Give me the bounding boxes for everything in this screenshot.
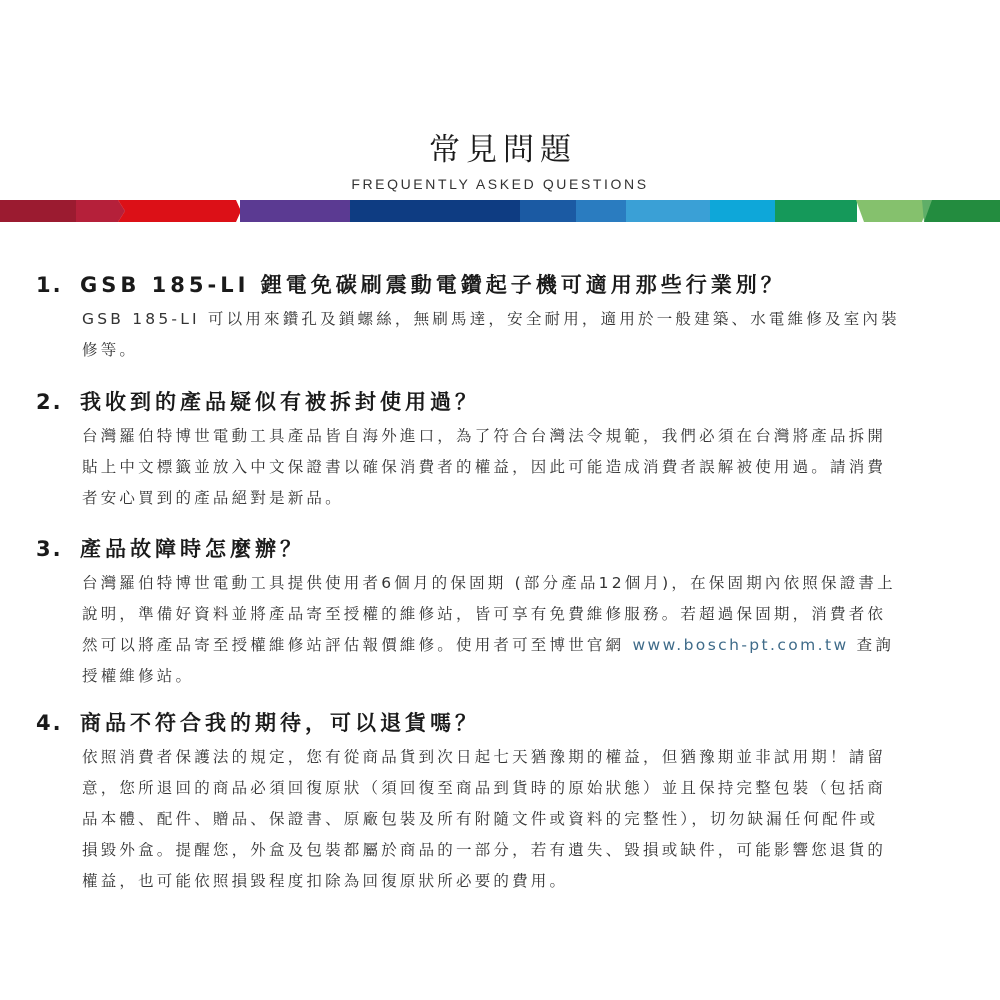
answer-line: GSB 185-LI 可以用來鑽孔及鎖螺絲，無刷馬達，安全耐用，適用於一般建築、水電維修及室內裝 bbox=[82, 310, 900, 328]
colorbar-segment bbox=[240, 200, 350, 222]
answer-line: 品本體、配件、贈品、保證書、原廠包裝及所有附隨文件或資料的完整性），切勿缺漏任何配件或 bbox=[82, 810, 879, 828]
answer-line: 意，您所退回的商品必須回復原狀（須回復至商品到貨時的原始狀態）並且保持完整包裝（包括商 bbox=[82, 779, 887, 797]
faq-question-text: 商品不符合我的期待，可以退貨嗎？ bbox=[80, 711, 480, 735]
faq-question bbox=[36, 708, 976, 738]
faq-answer bbox=[82, 421, 972, 514]
faq-number: 1. bbox=[36, 273, 63, 297]
colorbar-segment bbox=[118, 200, 241, 222]
colorbar-segment bbox=[76, 200, 125, 222]
faq-question bbox=[36, 387, 976, 417]
faq-question bbox=[36, 534, 976, 564]
answer-line: 權益，也可能依照損毀程度扣除為回復原狀所必要的費用。 bbox=[82, 872, 569, 890]
brand-color-bar bbox=[0, 200, 1000, 222]
answer-line: 修等。 bbox=[82, 341, 139, 359]
faq-question-text: GSB 185-LI 鋰電免碳刷震動電鑽起子機可適用那些行業別？ bbox=[80, 273, 786, 297]
colorbar-segment bbox=[520, 200, 576, 222]
faq-number: 3. bbox=[36, 537, 63, 561]
faq-number: 2. bbox=[36, 390, 63, 414]
faq-item-3 bbox=[36, 534, 976, 692]
answer-line: 說明，準備好資料並將產品寄至授權的維修站，皆可享有免費維修服務。若超過保固期，消費者依 bbox=[82, 605, 887, 623]
faq-item-4 bbox=[36, 708, 976, 897]
faq-question bbox=[36, 270, 976, 300]
page-title: 常見問題 bbox=[429, 132, 577, 168]
answer-line-text: 然可以將產品寄至授權維修站評估報價維修。使用者可至博世官網 bbox=[82, 636, 633, 654]
faq-number: 4. bbox=[36, 711, 63, 735]
colorbar-segment bbox=[0, 200, 76, 222]
faq-item-2 bbox=[36, 387, 976, 514]
faq-answer bbox=[82, 742, 972, 897]
answer-line: 貼上中文標籤並放入中文保證書以確保消費者的權益，因此可能造成消費者誤解被使用過。請消費 bbox=[82, 458, 887, 476]
answer-line: 損毀外盒。提醒您，外盒及包裝都屬於商品的一部分，若有遺失、毀損或缺件，可能影響您退貨的 bbox=[82, 841, 887, 859]
bosch-website-link[interactable]: www.bosch-pt.com.tw bbox=[632, 636, 849, 654]
answer-line: 台灣羅伯特博世電動工具產品皆自海外進口，為了符合台灣法令規範，我們必須在台灣將產品拆開 bbox=[82, 427, 887, 445]
colorbar-segment bbox=[350, 200, 522, 222]
answer-line: 依照消費者保護法的規定，您有從商品貨到次日起七天猶豫期的權益，但猶豫期並非試用期！請留 bbox=[82, 748, 887, 766]
colorbar-segment bbox=[710, 200, 776, 222]
colorbar-segment bbox=[576, 200, 626, 222]
answer-line: 者安心買到的產品絕對是新品。 bbox=[82, 489, 344, 507]
faq-answer bbox=[82, 568, 972, 692]
colorbar-segment bbox=[856, 200, 930, 222]
colorbar-segment bbox=[922, 200, 1000, 222]
answer-line-suffix: 查詢 bbox=[848, 636, 895, 654]
colorbar-segment bbox=[775, 200, 857, 222]
answer-line: 台灣羅伯特博世電動工具提供使用者6個月的保固期 (部分產品12個月)，在保固期內依照保證書上 bbox=[82, 574, 896, 592]
faq-header bbox=[0, 128, 1000, 192]
faq-answer bbox=[82, 304, 972, 366]
colorbar-segment bbox=[626, 200, 710, 222]
answer-line bbox=[82, 630, 972, 661]
faq-question-text: 產品故障時怎麼辦？ bbox=[80, 537, 305, 561]
answer-line: 授權維修站。 bbox=[82, 667, 195, 685]
page-subtitle: FREQUENTLY ASKED QUESTIONS bbox=[351, 176, 649, 192]
faq-item-1 bbox=[36, 270, 976, 366]
faq-question-text: 我收到的產品疑似有被拆封使用過？ bbox=[80, 390, 480, 414]
